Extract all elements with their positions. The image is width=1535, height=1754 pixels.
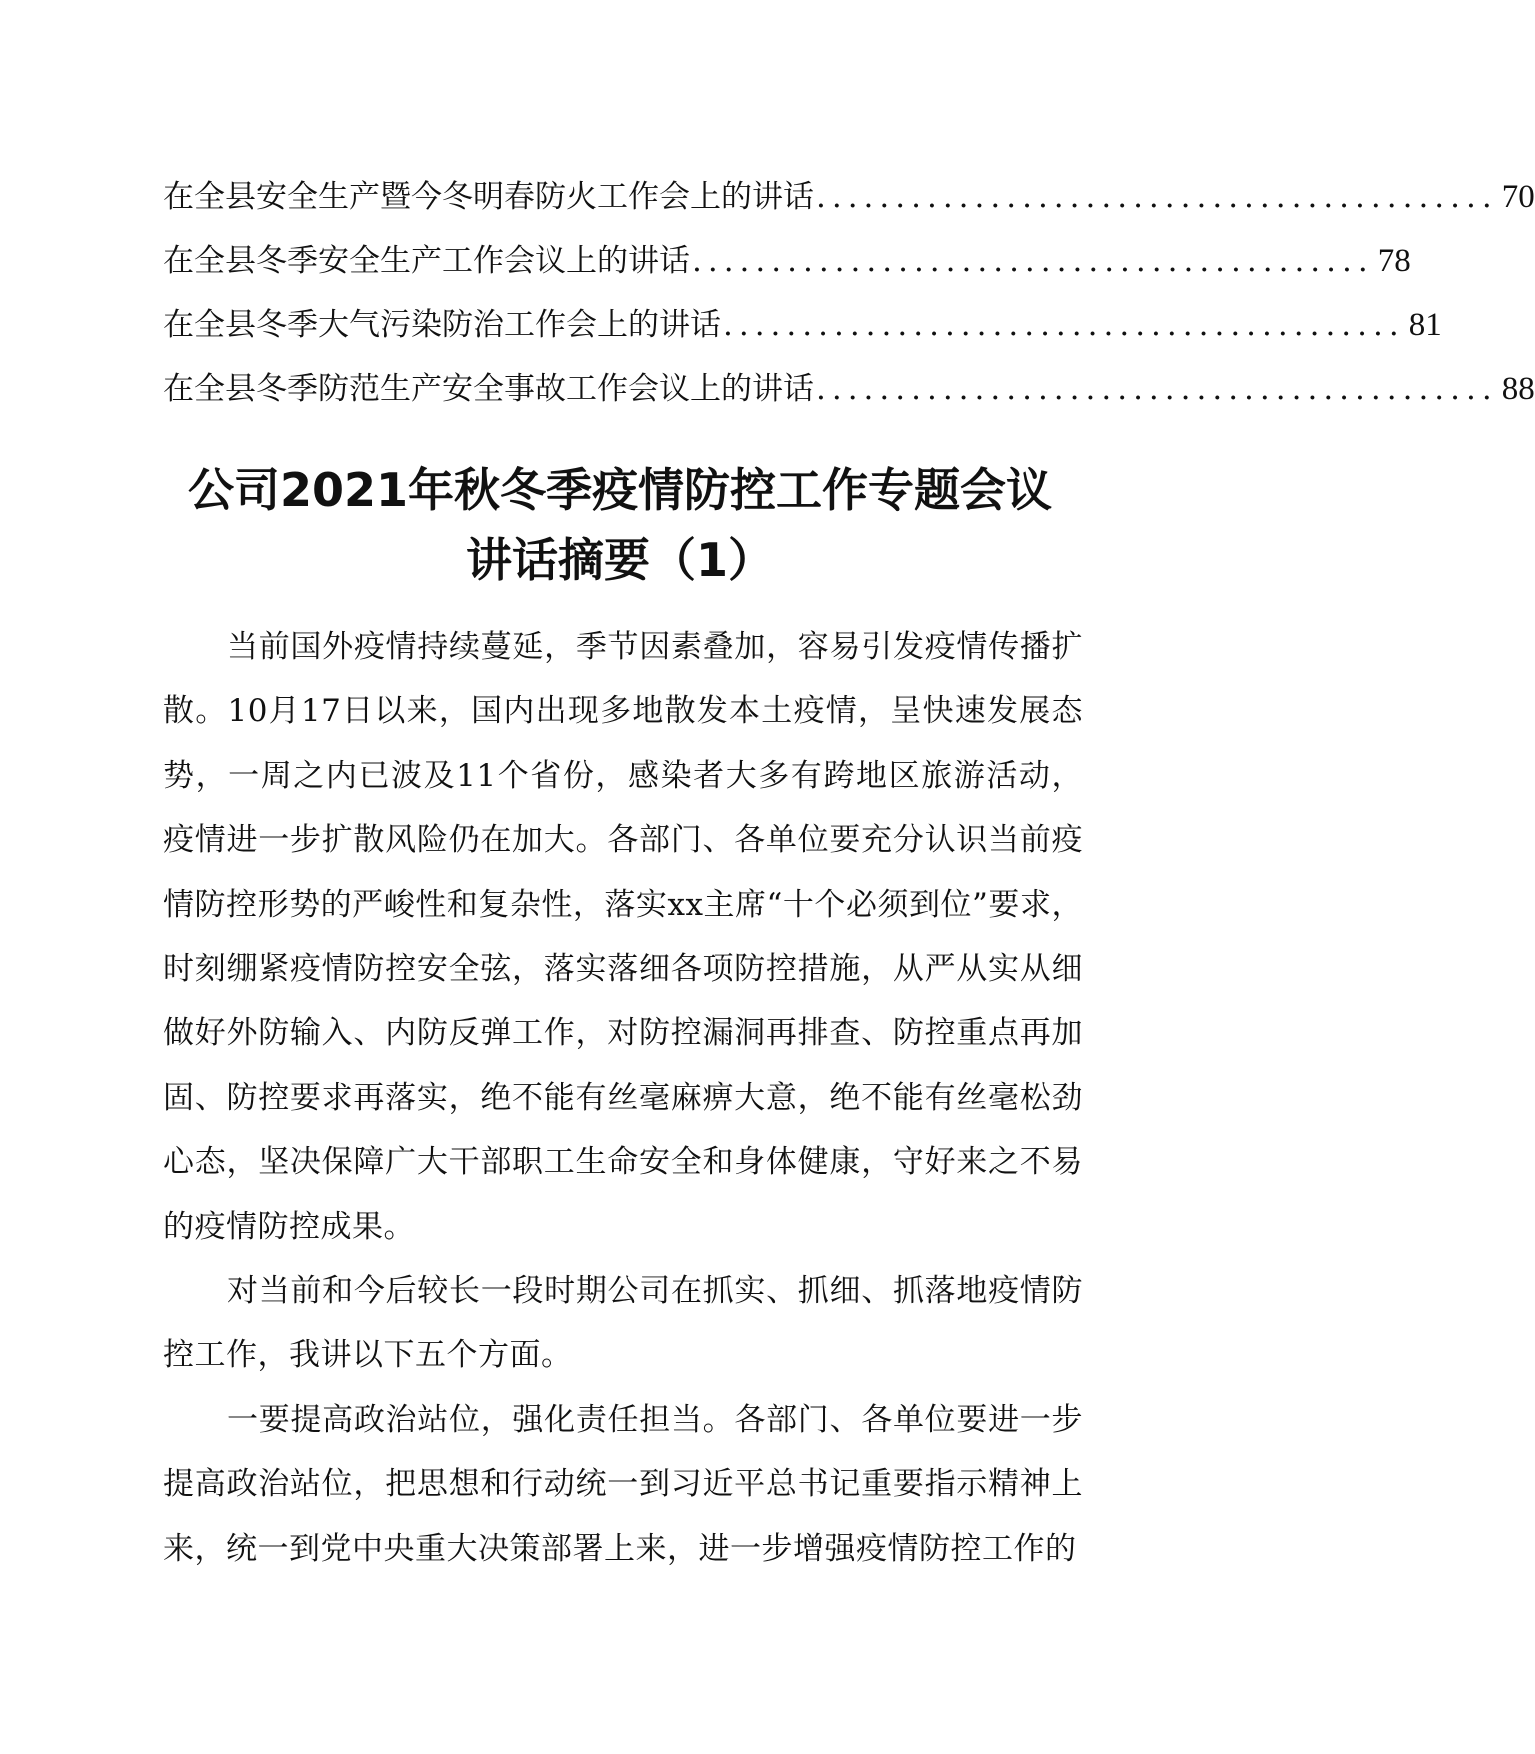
- table-of-contents: [163, 165, 1535, 421]
- toc-entry-title: 在全县安全生产暨今冬明春防火工作会上的讲话: [163, 179, 814, 215]
- toc-entry[interactable]: [163, 293, 1442, 357]
- toc-dot-leader: ...........................................: [723, 307, 1405, 343]
- toc-dot-leader: ...........................................: [692, 243, 1374, 279]
- toc-page-number: 81: [1408, 307, 1442, 343]
- toc-entry[interactable]: [163, 357, 1535, 421]
- toc-dot-leader: ...........................................: [816, 371, 1498, 407]
- document-title: [110, 455, 1130, 595]
- toc-dot-leader: ...........................................: [816, 179, 1498, 215]
- toc-page-number: 78: [1377, 243, 1411, 279]
- document-title-line-1: 公司2021年秋冬季疫情防控工作专题会议: [187, 463, 1053, 517]
- toc-entry-title: 在全县冬季安全生产工作会议上的讲话: [163, 243, 690, 279]
- toc-entry[interactable]: [163, 229, 1411, 293]
- body-paragraph: 一要提高政治站位，强化责任担当。各部门、各单位要进一步提高政治站位，把思想和行动统一到习近平总书记重要指示精神上来，统一到党中央重大决策部署上来，进一步增强疫情防控工作的: [163, 1401, 1083, 1567]
- toc-page-number: 88: [1501, 371, 1535, 407]
- toc-entry-title: 在全县冬季大气污染防治工作会上的讲话: [163, 307, 721, 343]
- toc-page-number: 70: [1501, 179, 1535, 215]
- document-title-line-2: 讲话摘要（1）: [465, 533, 774, 587]
- toc-entry[interactable]: [163, 165, 1535, 229]
- document-body: [163, 615, 1083, 1581]
- toc-entry-title: 在全县冬季防范生产安全事故工作会议上的讲话: [163, 371, 814, 407]
- body-paragraph: 对当前和今后较长一段时期公司在抓实、抓细、抓落地疫情防控工作，我讲以下五个方面。: [163, 1273, 1083, 1374]
- body-paragraph: 当前国外疫情持续蔓延，季节因素叠加，容易引发疫情传播扩散。10月17日以来，国内出现多地散发本土疫情，呈快速发展态势，一周之内已波及11个省份，感染者大多有跨地区旅游活动，疫情进一步扩散风险仍在加大。各部门、各单位要充分认识当前疫情防控形势的严峻性和复杂性，落实xx主席“十个必须到位”要求，时刻绷紧疫情防控安全弦，落实落细各项防控措施，从严从实从细做好外防输入、内防反弹工作，对防控漏洞再排查、防控重点再加固、防控要求再落实，绝不能有丝毫麻痹大意，绝不能有丝毫松劲心态，坚决保障广大干部职工生命安全和身体健康，守好来之不易的疫情防控成果。: [163, 629, 1083, 1245]
